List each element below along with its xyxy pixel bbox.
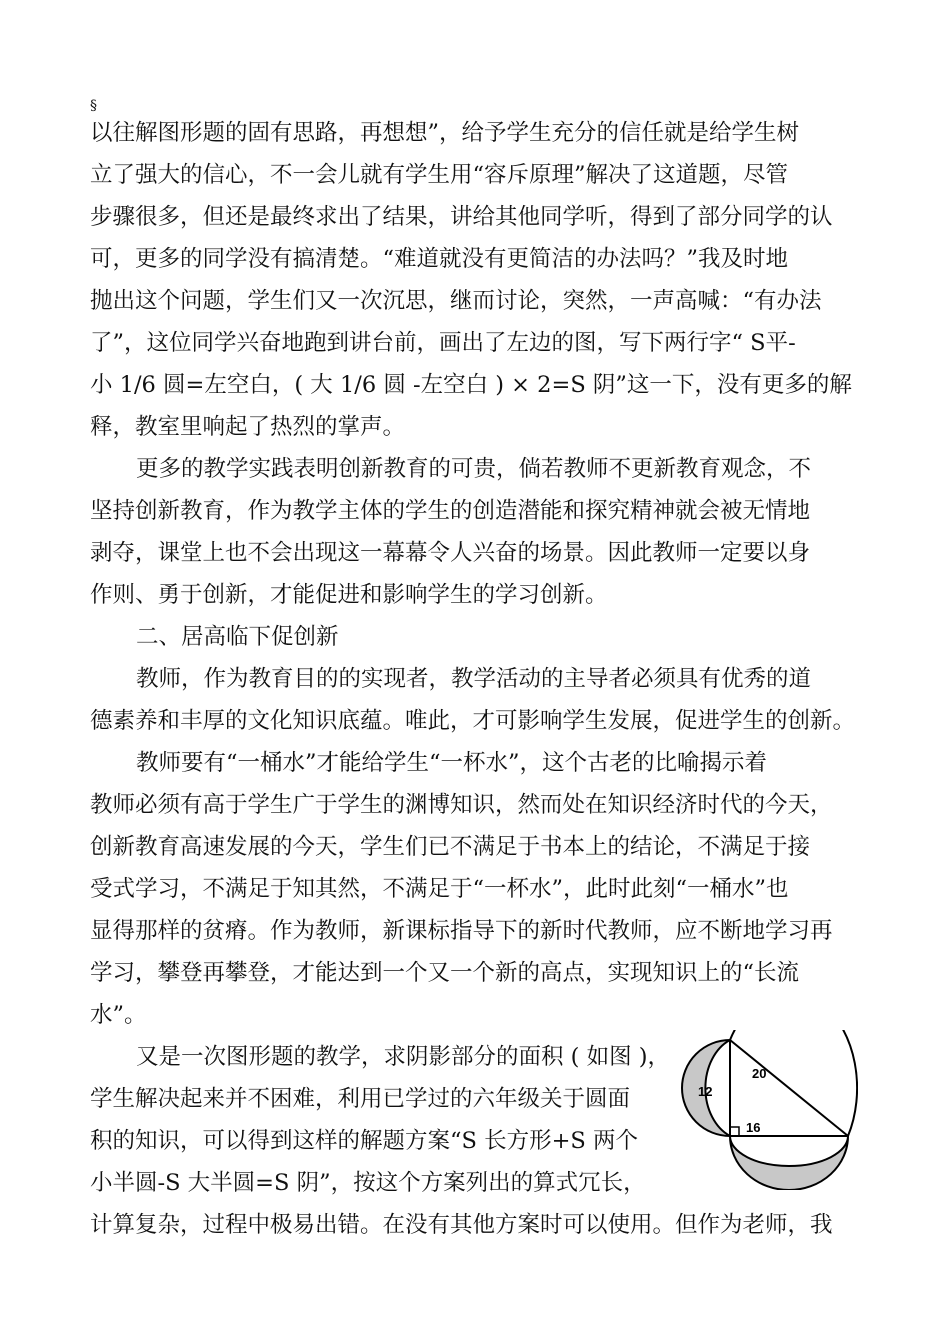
paragraph-first-line: 教师要有“一桶水”才能给学生“一杯水”，这个古老的比喻揭示着 (136, 750, 768, 776)
label-sixteen: 16 (746, 1120, 761, 1135)
text-line: 显得那样的贫瘠。作为教师，新课标指导下的新时代教师，应不断地学习再 (90, 918, 833, 944)
text-line: 受式学习，不满足于知其然，不满足于“一杯水”，此时此刻“一桶水”也 (90, 876, 789, 902)
text-line: 学生解决起来并不困难，利用已学过的六年级关于圆面 (90, 1086, 631, 1112)
text-line: 释，教室里响起了热烈的掌声。 (90, 414, 406, 440)
text-line: 教师必须有高于学生广于学生的渊博知识，然而处在知识经济时代的今天， (90, 792, 833, 818)
text-line: 可，更多的同学没有搞清楚。“难道就没有更简洁的办法吗？”我及时地 (90, 246, 789, 272)
text-line: 学习，攀登再攀登，才能达到一个又一个新的高点，实现知识上的“长流 (90, 960, 800, 986)
text-line: 了”，这位同学兴奋地跑到讲台前，画出了左边的图，写下两行字“ S平- (90, 330, 796, 356)
text-line: 小半圆-S 大半圆=S 阴”，按这个方案列出的算式冗长， (90, 1170, 646, 1196)
text-line: 计算复杂，过程中极易出错。在没有其他方案时可以使用。但作为老师，我 (90, 1212, 833, 1238)
text-line: 水”。 (90, 1002, 147, 1028)
text-line: 德素养和丰厚的文化知识底蕴。唯此，才可影响学生发展，促进学生的创新。 (90, 708, 856, 734)
section-mark: § (90, 98, 97, 114)
text-line: 剥夺，课堂上也不会出现这一幕幕令人兴奋的场景。因此教师一定要以身 (90, 540, 811, 566)
geometry-figure (676, 1030, 858, 1190)
text-line: 创新教育高速发展的今天，学生们已不满足于书本上的结论，不满足于接 (90, 834, 811, 860)
text-line: 步骤很多，但还是最终求出了结果，讲给其他同学听，得到了部分同学的认 (90, 204, 833, 230)
paragraph-first-line: 又是一次图形题的教学，求阴影部分的面积 ( 如图 )， (136, 1044, 671, 1070)
text-line: 立了强大的信心，不一会儿就有学生用“容斥原理”解决了这道题，尽管 (90, 162, 789, 188)
text-line: 以往解图形题的固有思路，再想想”，给予学生充分的信任就是给学生树 (90, 120, 800, 146)
paragraph-first-line: 更多的教学实践表明创新教育的可贵，倘若教师不更新教育观念，不 (136, 456, 812, 482)
paragraph-first-line: 教师，作为教育目的的实现者，教学活动的主导者必须具有优秀的道 (136, 666, 812, 692)
section-heading: 二、居高临下促创新 (136, 624, 339, 650)
text-line: 积的知识，可以得到这样的解题方案“S 长方形+S 两个 (90, 1128, 638, 1154)
bottom-lune-shade (730, 1136, 848, 1190)
text-line: 坚持创新教育，作为教学主体的学生的创造潜能和探究精神就会被无情地 (90, 498, 811, 524)
label-twelve: 12 (698, 1084, 713, 1099)
text-line: 小 1/6 圆=左空白，( 大 1/6 圆 -左空白 ) × 2=S 阴”这一下，没有更多的解 (90, 372, 852, 398)
right-angle-marker (730, 1127, 739, 1136)
text-line: 作则、勇于创新，才能促进和影响学生的学习创新。 (90, 582, 608, 608)
text-line: 抛出这个问题，学生们又一次沉思，继而讨论，突然，一声高喊：“有办法 (90, 288, 822, 314)
label-twenty: 20 (752, 1066, 767, 1081)
